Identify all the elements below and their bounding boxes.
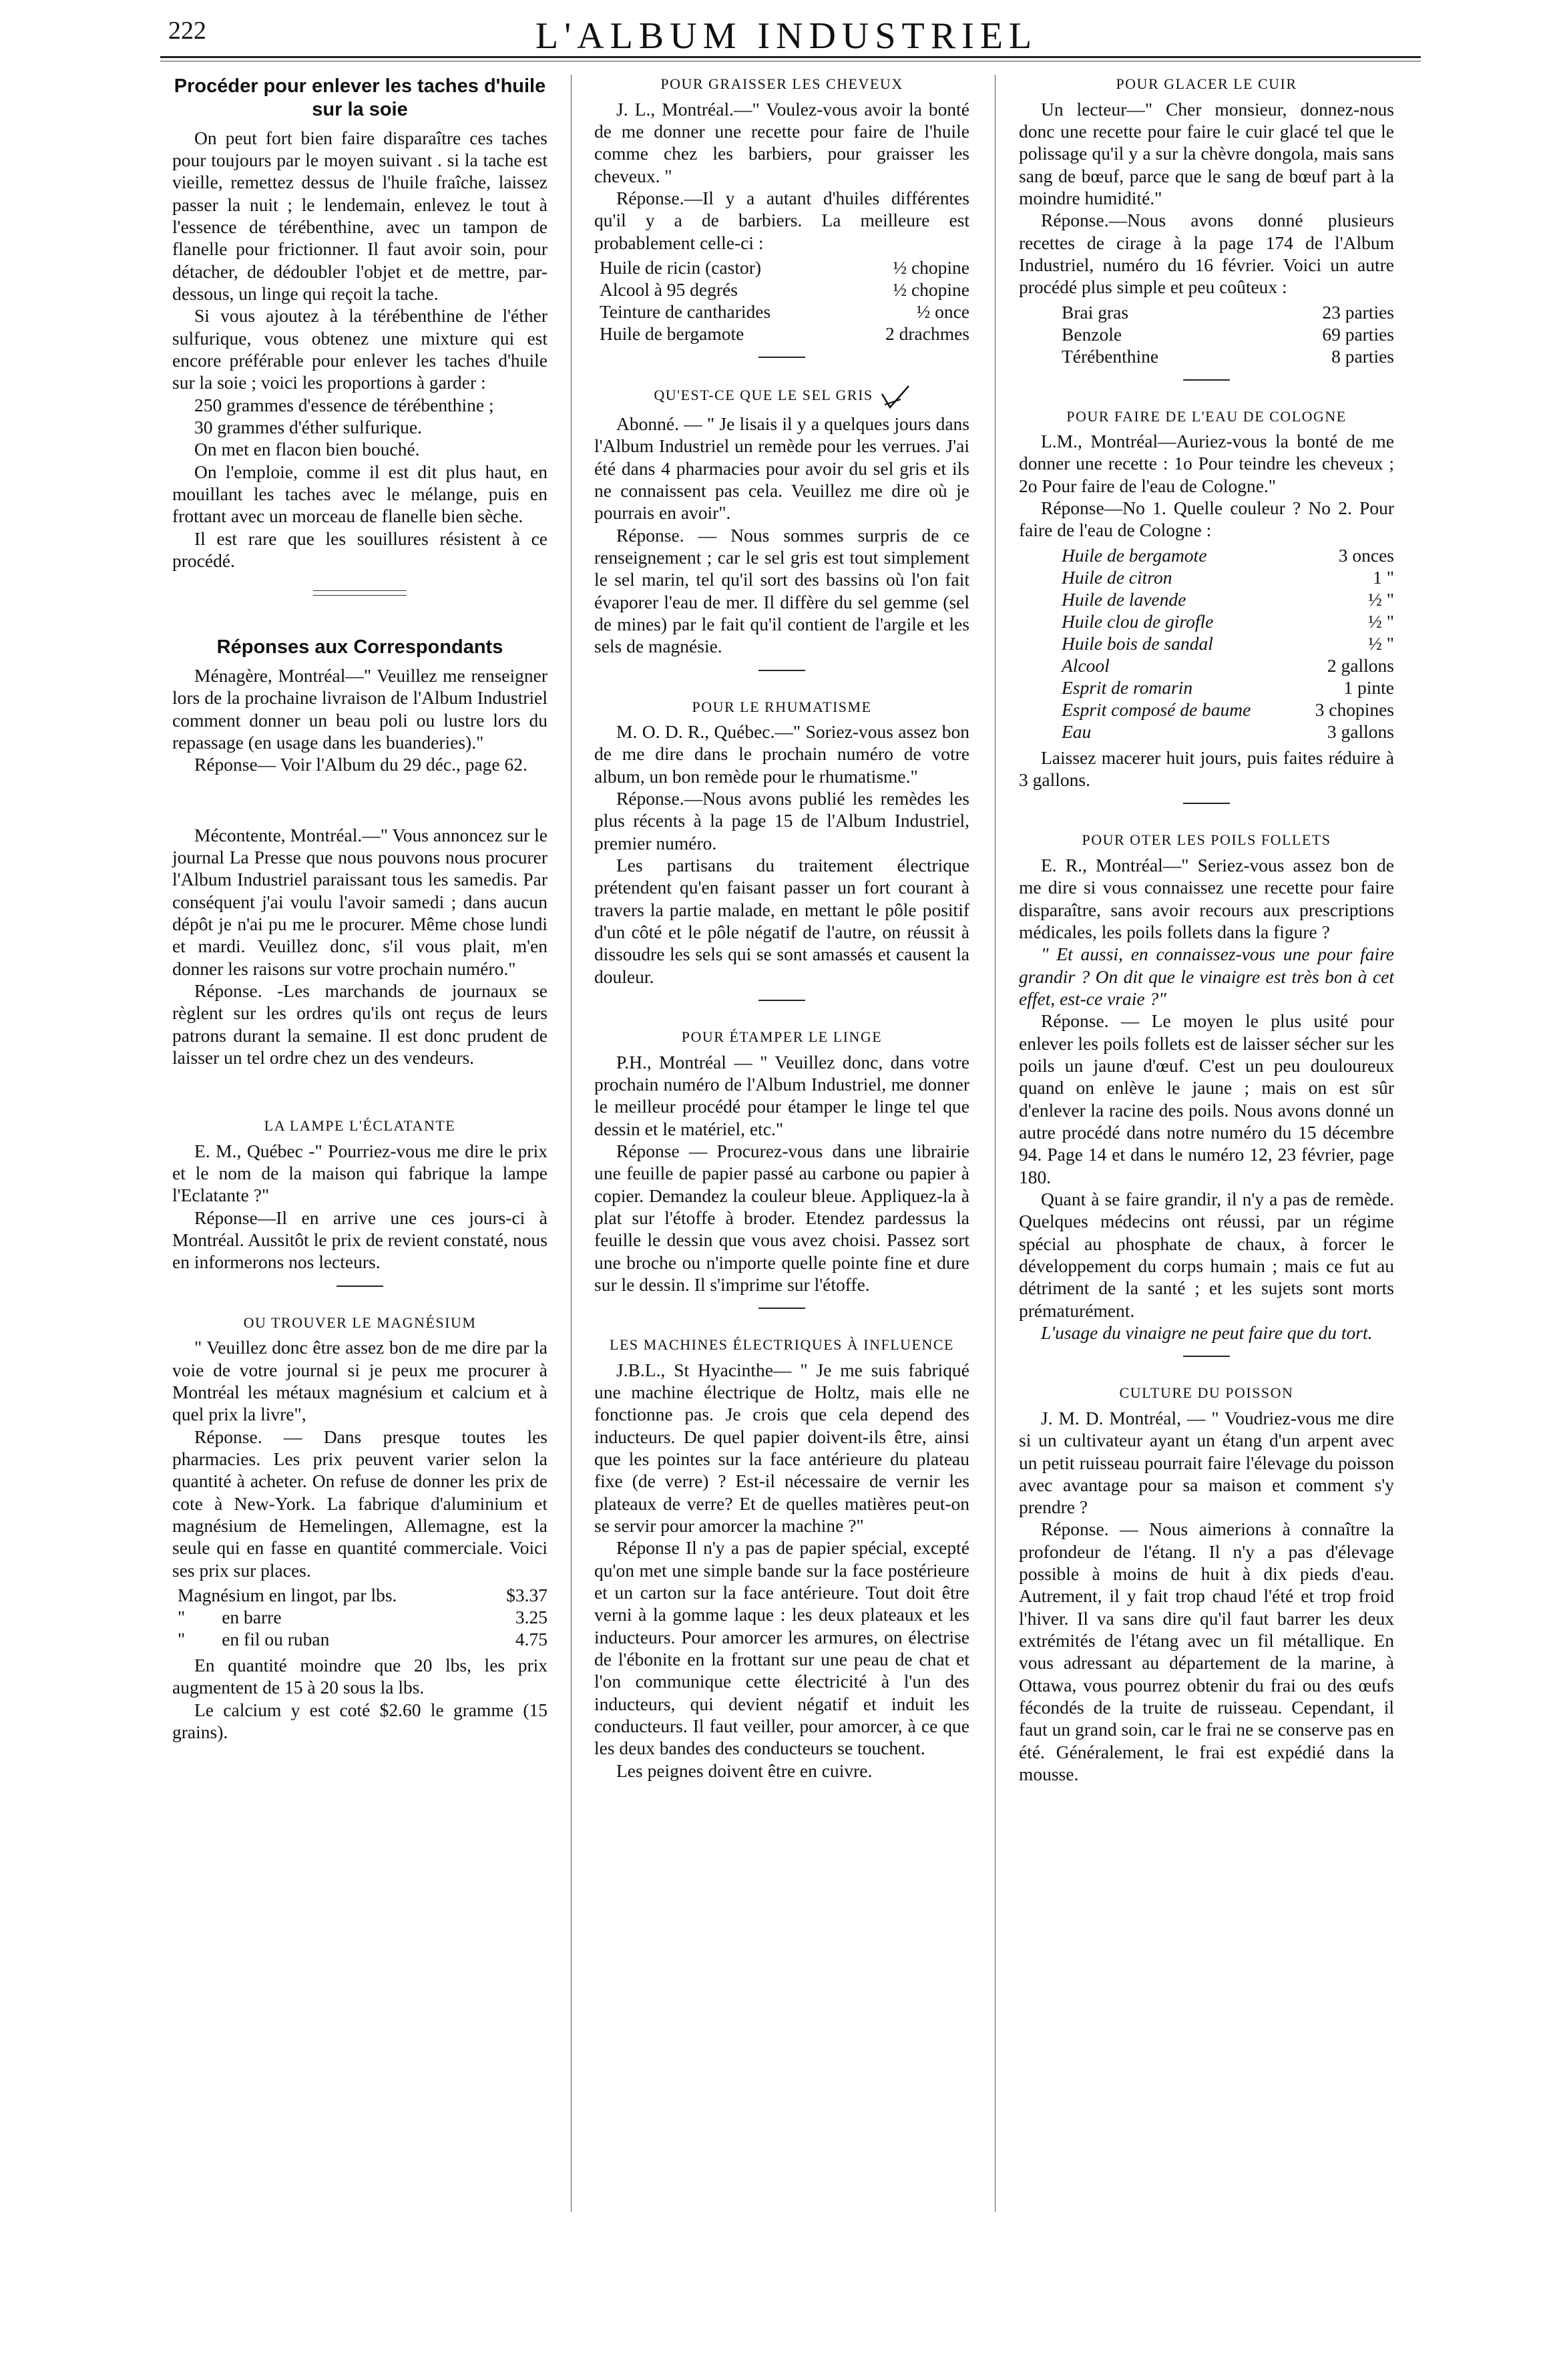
spacer (172, 776, 547, 800)
paragraph: Le calcium y est coté $2.60 le gramme (15 grains). (172, 1699, 547, 1742)
price-row (172, 1606, 547, 1628)
price-value: 3.25 (515, 1606, 547, 1627)
paragraph: Réponse—Il en arrive une ces jours-ci à Montréal. Aussitôt le prix de revient constaté, nous en informerons nos lecteurs. (172, 1207, 547, 1273)
recipe-row (1019, 699, 1394, 721)
page-title: L'ALBUM INDUSTRIEL (535, 15, 1038, 57)
paragraph: Réponse. -Les marchands de journaux se règlent sur les ordres qu'ils ont reçus de leurs patrons durant la semaine. Il est donc prudent de laisser un tel ordre chez un des vendeurs. (172, 980, 547, 1068)
recipe-ingredient: Térébenthine (1062, 345, 1159, 367)
paragraph: Réponse— Voir l'Album du 29 déc., page 62. (194, 754, 527, 775)
recipe-amount: 1 " (1373, 566, 1394, 588)
column-middle (594, 75, 969, 1782)
recipe-amount: ½ " (1368, 588, 1394, 610)
price-value: $3.37 (506, 1584, 547, 1605)
paragraph: " Veuillez donc être assez bon de me dire par la voie de votre journal si je peux me procurer à Montréal les métaux magnésium et calcium et à quel prix la livre", (172, 1337, 547, 1425)
recipe-amount: 2 drachmes (885, 323, 969, 344)
paragraph: M. O. D. R., Québec.—" Soriez-vous assez bon de me dire dans le prochain numéro de votre album, un bon remède pour le rhumatisme." (594, 721, 969, 787)
price-value: 4.75 (515, 1628, 547, 1649)
recipe-row (1019, 654, 1394, 676)
recipe-row (1019, 610, 1394, 632)
paragraph: On met en flacon bien bouché. (194, 439, 420, 460)
paragraph: J. L., Montréal.—" Voulez-vous avoir la bonté de me donner une recette pour faire de l'huile comme chez les barbiers, pour graisser les cheveux. " (594, 98, 969, 186)
spacer (172, 1093, 547, 1117)
paragraph: Les peignes doivent être en cuivre. (616, 1760, 873, 1781)
price-label: Magnésium en lingot, par lbs. (178, 1584, 397, 1605)
paragraph: Les partisans du traitement électrique prétendent qu'en faisant passer un fort courant à travers la partie malade, en mettant le pôle positif d'un côté et le pôle négatif de l'autre, on réussit à dissoudre les sels qui se sont amassés et causent la douleur. (594, 855, 969, 987)
recipe-amount: ½ " (1368, 632, 1394, 654)
section-title-linen-stamping: POUR ÉTAMPER LE LINGE (681, 1028, 883, 1046)
recipe-ingredient: Huile bois de sandal (1062, 632, 1213, 654)
recipe-row (594, 278, 969, 301)
recipe-ingredient: Huile clou de girofle (1062, 610, 1214, 632)
recipe-ingredient: Teinture de cantharides (600, 301, 771, 322)
header-rule (160, 56, 1421, 58)
paragraph: L'usage du vinaigre ne peut faire que du tort. (1041, 1322, 1373, 1343)
page-header (152, 9, 1421, 57)
price-list (172, 1584, 547, 1650)
recipe-ingredient: Huile de citron (1062, 566, 1172, 588)
price-label: " en barre (178, 1606, 282, 1627)
paragraph: Si vous ajoutez à la térébenthine de l'éther sulfurique, vous obtenez une mixture qui est encore préférable pour enlever les taches d'huile sur la soie ; voici les proportions à garder : (172, 305, 547, 393)
recipe-amount: 3 onces (1338, 544, 1394, 566)
paragraph: Réponse. — Nous sommes surpris de ce renseignement ; car le sel gris est tout simplement le sel marin, tel qu'il sort des bassins où l'on fait évaporer l'eau de mer. Il diffère du sel gemme (sel de mines) par le fait qu'il contient de l'argile et les sels de magnésie. (594, 524, 969, 657)
paragraph: Réponse. — Nous aimerions à connaître la profondeur de l'étang. Il n'y a pas d'élevage possible à moins de huit à dix pieds d'eau. Autrement, il y fait trop chaud l'été et trop froid l'hiver. Il va sans dire qu'il faut barrer les deux extrémités de l'étang avec un fil métallique. En vous adressant au département de la marine, à Ottawa, vous pourrez obtenir du frai ou des œufs fécondés de la truite de ruisseau. Cependant, il faut un grand soin, car le frai ne se conserve pas en été. Généralement, le frai est expédié dans la mousse. (1019, 1519, 1394, 1785)
recipe-row (1019, 721, 1394, 743)
paragraph: Réponse. — Le moyen le plus usité pour enlever les poils follets est de laisser sécher sur les poils un jaune d'œuf. C'est un peu douloureux quand on enlève le jaune ; mais on est sûr d'enlever la racine des poils. Nous avons donné un autre procédé dans notre numéro du 15 décembre 94. Page 14 et dans le numéro 12, 23 février, page 180. (1019, 1010, 1394, 1187)
short-rule (1183, 379, 1230, 381)
recipe-amount: 23 parties (1322, 301, 1394, 323)
recipe-ingredient: Alcool à 95 degrés (600, 278, 738, 300)
recipe-list (594, 256, 969, 345)
section-title-grey-salt (594, 385, 969, 409)
section-title-electric-machines: LES MACHINES ÉLECTRIQUES À INFLUENCE (610, 1336, 954, 1354)
short-rule (1183, 1356, 1230, 1357)
short-rule (758, 1308, 805, 1309)
section-title-text: QU'EST-CE QUE LE SEL GRIS (654, 386, 873, 403)
handwritten-check-mark (881, 385, 910, 409)
recipe-row (594, 323, 969, 345)
column-separator (995, 75, 996, 2212)
paragraph: Réponse.—Il y a autant d'huiles différentes qu'il y a de barbiers. La meilleure est probablement celle-ci : (594, 187, 969, 253)
section-title-fish-culture: CULTURE DU POISSON (1119, 1384, 1294, 1402)
short-rule (337, 1285, 383, 1287)
recipe-list (1019, 544, 1394, 743)
paragraph: Réponse Il n'y a pas de papier spécial, excepté qu'on met une simple bande sur la face postérieure et un carton sur la face antérieure. Tout doit être verni à la gomme laque : les deux plateaux et les inducteurs. Pour amorcer les armures, on électrise de l'ébonite en la frottant sur une peau de chat et l'on communique cette électricité à l'un des inducteurs, qui devient négatif et induit les conducteurs. Il faut veiller, pour amorcer, à ce que les deux bandes des conducteurs se touchent. (594, 1537, 969, 1759)
paragraph: E. M., Québec -" Pourriez-vous me dire le prix et le nom de la maison qui fabrique la lampe l'Eclatante ?" (172, 1140, 547, 1206)
section-title-lamp: LA LAMPE L'ÉCLATANTE (264, 1117, 456, 1135)
recipe-ingredient: Esprit de romarin (1062, 676, 1193, 698)
recipe-ingredient: Huile de bergamote (600, 323, 744, 344)
paragraph: 30 grammes d'éther sulfurique. (194, 416, 422, 437)
paragraph: Réponse—No 1. Quelle couleur ? No 2. Pour faire de l'eau de Cologne : (1019, 498, 1394, 541)
column-left (172, 75, 547, 1743)
paragraph: P.H., Montréal — " Veuillez donc, dans votre prochain numéro de l'Album Industriel, me donner le meilleur procédé pour étamper le linge tel que dessin et le matériel, etc." (594, 1051, 969, 1139)
paragraph: J. M. D. Montréal, — " Voudriez-vous me dire si un cultivateur ayant un étang d'un arpent avec un petit ruisseau pourrait faire l'élevage du poisson avec avantage pour sa maison et comment s'y prendre ? (1019, 1407, 1394, 1518)
paragraph: 250 grammes d'essence de térébenthine ; (194, 394, 494, 415)
paragraph: Réponse — Procurez-vous dans une librairie une feuille de papier passé au carbone ou papier à copier. Demandez la couleur bleue. Appliquez-la à plat sur l'étoffe à broder. Etendez pardessus la feuille le dessin que vous avez choisi. Passez sort une broche ou n'importe quelle pointe fine et dure sur le dessin. Il s'imprime sur l'étoffe. (594, 1140, 969, 1295)
recipe-row (1019, 301, 1394, 323)
paragraph: Mécontente, Montréal.—" Vous annoncez sur le journal La Presse que nous pouvons nous procurer l'Album Industriel paraissant tous les samedis. Par conséquent j'ai voulu l'avoir samedi ; dans aucun dépôt je n'ai pu me le procurer. Même chose lundi et mardi. Veuillez donc, s'il vous plait, m'en donner les raisons sur votre prochain numéro." (172, 824, 547, 979)
short-rule (758, 670, 805, 671)
paragraph: Ménagère, Montréal—" Veuillez me renseigner lors de la prochaine livraison de l'Album Industriel comment donner un beau poli ou lustre lors du repassage (en usage dans les buanderies)." (172, 664, 547, 753)
recipe-amount: 3 gallons (1327, 721, 1394, 742)
section-title-facial-hair: POUR OTER LES POILS FOLLETS (1082, 831, 1331, 849)
recipe-row (1019, 323, 1394, 345)
price-label: " en fil ou ruban (178, 1628, 330, 1649)
ornament-divider (313, 590, 407, 596)
recipe-ingredient: Eau (1062, 721, 1092, 742)
recipe-row (594, 256, 969, 278)
section-title-cologne: POUR FAIRE DE L'EAU DE COLOGNE (1066, 407, 1347, 425)
column-right (1019, 75, 1394, 1785)
short-rule (758, 1000, 805, 1001)
recipe-list (1019, 301, 1394, 367)
recipe-row (1019, 676, 1394, 699)
short-rule (758, 357, 805, 358)
recipe-ingredient: Alcool (1062, 654, 1110, 676)
recipe-amount: 2 gallons (1327, 654, 1394, 676)
paragraph: Il est rare que les souillures résistent à ce procédé. (172, 528, 547, 571)
recipe-amount: 69 parties (1322, 323, 1394, 345)
paragraph: Réponse.—Nous avons donné plusieurs recettes de cirage à la page 174 de l'Album Industriel, numéro du 16 février. Voici un autre procédé plus simple et peu coûteux : (1019, 210, 1394, 298)
recipe-ingredient: Huile de lavende (1062, 588, 1186, 610)
recipe-row (1019, 345, 1394, 367)
paragraph: Abonné. — " Je lisais il y a quelques jours dans l'Album Industriel un remède pour les verrues. J'ai été dans 4 pharmacies pour avoir du sel gris et ils ne connaissent pas cela. Veuillez me dire où je pourrais en avoir". (594, 413, 969, 524)
recipe-ingredient: Huile de ricin (castor) (600, 256, 762, 278)
paragraph: E. R., Montréal—" Seriez-vous assez bon de me dire si vous connaissez une recette pour faire disparaître, sans avoir recours aux prescriptions médicales, les poils follets dans la figure ? (1019, 855, 1394, 943)
spacer (172, 800, 547, 824)
price-row (172, 1584, 547, 1606)
section-title-oil-stains: Procéder pour enlever les taches d'huile sur la soie (174, 75, 546, 120)
spacer (172, 1068, 547, 1093)
recipe-amount: ½ once (916, 301, 969, 322)
recipe-ingredient: Brai gras (1062, 301, 1129, 323)
recipe-amount: ½ chopine (893, 278, 969, 300)
recipe-ingredient: Esprit composé de baume (1062, 699, 1251, 720)
section-title-rheumatism: POUR LE RHUMATISME (692, 698, 872, 715)
recipe-row (1019, 632, 1394, 654)
recipe-row (594, 301, 969, 323)
recipe-ingredient: Benzole (1062, 323, 1122, 345)
section-title-correspondents: Réponses aux Correspondants (216, 636, 503, 658)
paragraph: L.M., Montréal—Auriez-vous la bonté de me donner une recette : 1o Pour teindre les cheveux ; 2o Pour faire de l'eau de Cologne." (1019, 431, 1394, 496)
recipe-ingredient: Huile de bergamote (1062, 544, 1207, 566)
short-rule (1183, 803, 1230, 804)
recipe-amount: ½ chopine (893, 256, 969, 278)
paragraph: Laissez macerer huit jours, puis faites réduire à 3 gallons. (1019, 747, 1394, 791)
recipe-row (1019, 544, 1394, 566)
recipe-amount: 3 chopines (1315, 699, 1394, 720)
paragraph: Réponse.—Nous avons publié les remèdes les plus récents à la page 15 de l'Album Industriel, premier numéro. (594, 788, 969, 853)
paragraph: Quant à se faire grandir, il n'y a pas de remède. Quelques médecins ont réussi, par un régime spécial au phosphate de chaux, à forcer le développement du corps humain ; mais ce fut au détriment de la santé ; et les sujets sont morts prématurément. (1019, 1188, 1394, 1321)
paragraph: J.B.L., St Hyacinthe— " Je me suis fabriqué une machine électrique de Holtz, mais elle ne fonctionne pas. Je crois que cela depend des inducteurs. De quel papier doivent-ils être, ainsi que les pointes sur la face antérieure du plateau fixe (de verre) ? Est-il nécessaire de vernir les plateaux de verre? Et de quelles matières peut-on se servir pour amorcer la machine ?" (594, 1359, 969, 1537)
section-title-leather-glazing: POUR GLACER LE CUIR (1116, 75, 1297, 92)
column-separator (571, 75, 572, 2212)
recipe-amount: 8 parties (1331, 345, 1394, 367)
paragraph: On l'emploie, comme il est dit plus haut, en mouillant les taches avec le mélange, puis en frottant avec un morceau de flanelle bien sèche. (172, 461, 547, 527)
recipe-amount: ½ " (1368, 610, 1394, 632)
section-title-magnesium: OU TROUVER LE MAGNÉSIUM (243, 1314, 477, 1331)
page-number: 222 (168, 17, 206, 45)
paragraph: En quantité moindre que 20 lbs, les prix augmentent de 15 à 20 sous la lbs. (172, 1654, 547, 1698)
recipe-row (1019, 588, 1394, 610)
paragraph: Réponse. — Dans presque toutes les pharmacies. Les prix peuvent varier selon la quantité à acheter. On refuse de donner les prix de cote à New-York. La fabrique d'aluminium et magnésium de Hemelingen, Allemagne, est la seule qui en fasse en quantité commerciale. Voici ses prix sur places. (172, 1426, 547, 1581)
paragraph: On peut fort bien faire disparaître ces taches pour toujours par le moyen suivant . si la tache est vieille, remettez dessus de l'huile fraîche, laissez passer la nuit ; le lendemain, enlevez le tout à l'essence de térébenthine, avec un tampon de flanelle pour frictionner. Il faut avoir soin, pour détacher, de dédoubler l'objet et de mettre, par-dessous, un linge qui reçoit la tache. (172, 127, 547, 304)
recipe-amount: 1 pinte (1343, 676, 1394, 698)
paragraph: " Et aussi, en connaissez-vous une pour faire grandir ? On dit que le vinaigre est très bon à cet effet, est-ce vraie ?" (1019, 944, 1394, 1009)
price-row (172, 1628, 547, 1650)
paragraph: Un lecteur—" Cher monsieur, donnez-nous donc une recette pour faire le cuir glacé tel que le polissage qu'il y a sur la chèvre dongola, mais sans sang de bœuf, parce que le sang de bœuf part à la moindre humidité." (1019, 98, 1394, 208)
section-title-hair-grease: POUR GRAISSER LES CHEVEUX (660, 75, 903, 92)
recipe-row (1019, 566, 1394, 588)
